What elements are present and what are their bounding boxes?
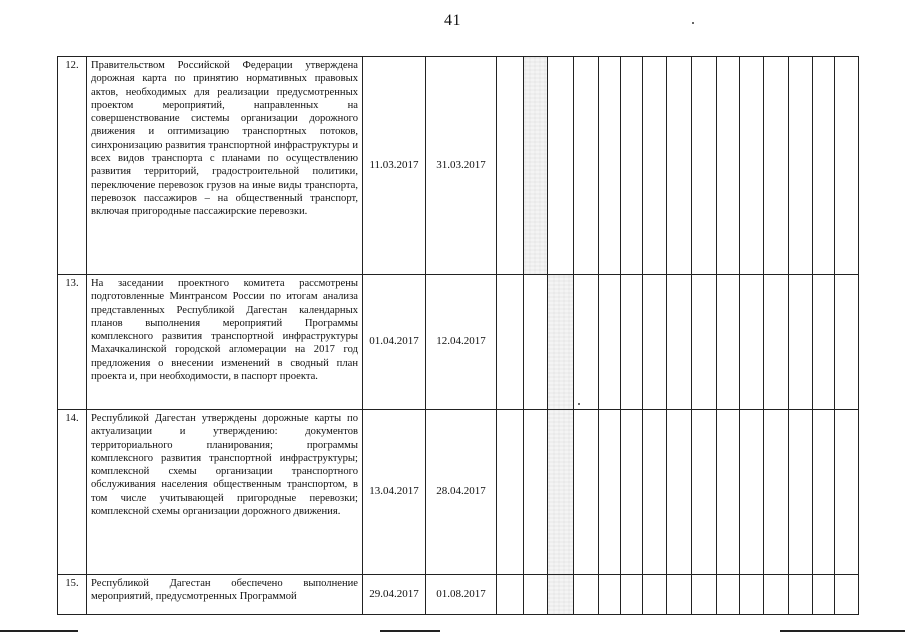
timeline-cell: [497, 575, 524, 615]
timeline-cell: [574, 57, 599, 275]
timeline-cell: [643, 57, 667, 275]
table-row: [58, 410, 859, 575]
timeline-cell: [740, 275, 764, 410]
timeline-cell: [643, 410, 667, 575]
scan-edge-mark: [780, 630, 905, 632]
timeline-cell: [692, 410, 717, 575]
timeline-cell: [621, 575, 643, 615]
timeline-cell: [764, 275, 789, 410]
row-number: 14.: [58, 410, 87, 575]
table-row: [58, 57, 859, 275]
timeline-cell: [667, 57, 692, 275]
timeline-cell: [599, 275, 621, 410]
timeline-cell: [524, 575, 548, 615]
timeline-cell: [692, 575, 717, 615]
timeline-cell: [621, 410, 643, 575]
timeline-cell: [764, 57, 789, 275]
table-row: [58, 275, 859, 410]
row-number: 15.: [58, 575, 87, 615]
timeline-cell: [835, 275, 859, 410]
timeline-cell: [789, 410, 813, 575]
timeline-cell: [789, 275, 813, 410]
timeline-cell: [574, 275, 599, 410]
timeline-cell: [813, 275, 835, 410]
scan-speck: [578, 403, 580, 405]
page-number: 41: [444, 12, 461, 29]
task-description: Республикой Дагестан утверждены дорожные карты по актуализации и утверждению: документов территориального планирования; программы комплексного развития транспортной инфраструктуры; комплексной схемы организации транспортного обслуживания населения общественным транспортом, в том числе учитывающей пригородные перевозки; комплексной схемы организации дорожного движения.: [87, 410, 363, 575]
timeline-cell: [813, 57, 835, 275]
timeline-cell: [497, 57, 524, 275]
timeline-cell: [621, 57, 643, 275]
timeline-cell: [667, 575, 692, 615]
timeline-cell: [599, 575, 621, 615]
timeline-cell: [574, 410, 599, 575]
timeline-cell: [789, 575, 813, 615]
timeline-cell: [764, 575, 789, 615]
timeline-cell: [813, 575, 835, 615]
timeline-cell: [813, 410, 835, 575]
timeline-cell: [835, 410, 859, 575]
schedule-table: [57, 56, 859, 615]
timeline-cell-shaded: [548, 275, 574, 410]
timeline-cell: [643, 575, 667, 615]
table-row: [58, 575, 859, 615]
timeline-cell: [643, 275, 667, 410]
end-date: 12.04.2017: [426, 275, 497, 410]
timeline-cell: [835, 575, 859, 615]
timeline-cell: [740, 410, 764, 575]
timeline-cell: [497, 275, 524, 410]
timeline-cell: [524, 410, 548, 575]
timeline-cell: [574, 575, 599, 615]
end-date: 28.04.2017: [426, 410, 497, 575]
start-date: 13.04.2017: [363, 410, 426, 575]
scan-edge-mark: [0, 630, 78, 632]
scan-speck: [692, 22, 694, 24]
task-description: Правительством Российской Федерации утверждена дорожная карта по принятию нормативных правовых актов, необходимых для реализации предусмотренных проектом мероприятий, направленных на совершенствование системы организации дорожного движения и оптимизацию транспортных потоков, синхронизацию развития транспортной инфраструктуры и всех видов транспорта с планами по осуществлению развития территорий, градостроительной политики, переключение перевозок грузов на иные виды транспорта, перевозок пассажиров – на общественный транспорт, включая пригородные пассажирские перевозки.: [87, 57, 363, 275]
row-number: 13.: [58, 275, 87, 410]
timeline-cell: [764, 410, 789, 575]
timeline-cell: [548, 57, 574, 275]
timeline-cell: [497, 410, 524, 575]
end-date: 01.08.2017: [426, 575, 497, 615]
timeline-cell: [835, 57, 859, 275]
end-date: 31.03.2017: [426, 57, 497, 275]
timeline-cell: [717, 275, 740, 410]
start-date: 01.04.2017: [363, 275, 426, 410]
timeline-cell: [599, 410, 621, 575]
timeline-cell: [692, 275, 717, 410]
timeline-cell: [717, 410, 740, 575]
timeline-cell: [717, 57, 740, 275]
timeline-cell: [717, 575, 740, 615]
timeline-cell: [667, 275, 692, 410]
timeline-cell: [667, 410, 692, 575]
timeline-cell: [692, 57, 717, 275]
task-description: Республикой Дагестан обеспечено выполнение мероприятий, предусмотренных Программой: [87, 575, 363, 615]
timeline-cell: [789, 57, 813, 275]
start-date: 11.03.2017: [363, 57, 426, 275]
timeline-cell: [621, 275, 643, 410]
timeline-cell: [740, 575, 764, 615]
timeline-cell-shaded: [548, 575, 574, 615]
timeline-cell: [524, 275, 548, 410]
scan-edge-mark: [380, 630, 440, 632]
timeline-cell-shaded: [524, 57, 548, 275]
task-description: На заседании проектного комитета рассмотрены подготовленные Минтрансом России по итогам анализа представленных Республикой Дагестан календарных планов выполнения мероприятий Программы комплексного развития транспортной инфраструктуры Махачкалинской городской агломерации на 2017 год предложения о внесении изменений в сводный план проекта и, при необходимости, в паспорт проекта.: [87, 275, 363, 410]
row-number: 12.: [58, 57, 87, 275]
start-date: 29.04.2017: [363, 575, 426, 615]
timeline-cell: [599, 57, 621, 275]
timeline-cell-shaded: [548, 410, 574, 575]
timeline-cell: [740, 57, 764, 275]
